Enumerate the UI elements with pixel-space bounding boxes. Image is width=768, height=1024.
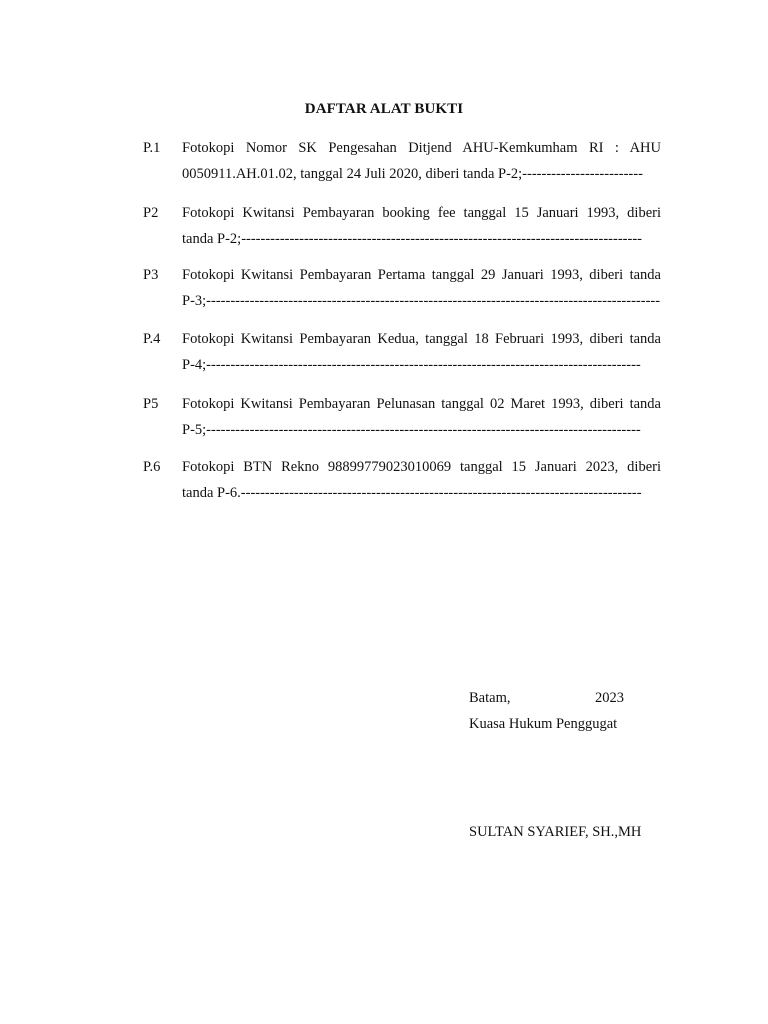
evidence-line: Fotokopi Kwitansi Pembayaran Kedua, tanggal 18 Februari 1993, diberi tanda [182, 331, 661, 347]
evidence-label: P.4 [143, 331, 161, 347]
evidence-line: P-4;------------------------------------------------------------------------------------------ [182, 357, 641, 373]
evidence-description [182, 200, 661, 252]
evidence-line: Fotokopi Kwitansi Pembayaran Pertama tanggal 29 Januari 1993, diberi tanda [182, 267, 661, 283]
evidence-label: P3 [143, 267, 159, 283]
signature-role: Kuasa Hukum Penggugat [469, 716, 618, 732]
evidence-line: Fotokopi BTN Rekno 98899779023010069 tanggal 15 Januari 2023, diberi [182, 459, 661, 475]
evidence-line: P-3;---------------------------------------------------------------------------------------------- [182, 293, 661, 309]
signature-place: Batam, [469, 690, 511, 706]
evidence-line: P-5;------------------------------------------------------------------------------------------ [182, 422, 641, 438]
signature-year: 2023 [595, 690, 624, 706]
evidence-line: tanda P-2;----------------------------------------------------------------------------------- [182, 231, 642, 247]
evidence-description [182, 391, 661, 443]
evidence-label: P.6 [143, 459, 161, 475]
evidence-line: 0050911.AH.01.02, tanggal 24 Juli 2020, diberi tanda P-2;------------------------- [182, 166, 643, 182]
evidence-description [182, 135, 661, 187]
signature-name: SULTAN SYARIEF, SH.,MH [469, 824, 642, 840]
evidence-label: P5 [143, 396, 159, 412]
document-title: DAFTAR ALAT BUKTI [304, 101, 464, 117]
evidence-description [182, 326, 661, 378]
evidence-line: Fotokopi Kwitansi Pembayaran Pelunasan tanggal 02 Maret 1993, diberi tanda [182, 396, 661, 412]
evidence-line: Fotokopi Nomor SK Pengesahan Ditjend AHU-Kemkumham RI : AHU [182, 140, 661, 156]
evidence-description [182, 262, 661, 314]
evidence-line: tanda P-6.----------------------------------------------------------------------------------- [182, 485, 642, 501]
evidence-line: Fotokopi Kwitansi Pembayaran booking fee tanggal 15 Januari 1993, diberi [182, 205, 661, 221]
evidence-label: P2 [143, 205, 159, 221]
evidence-label: P.1 [143, 140, 161, 156]
evidence-description [182, 454, 661, 506]
